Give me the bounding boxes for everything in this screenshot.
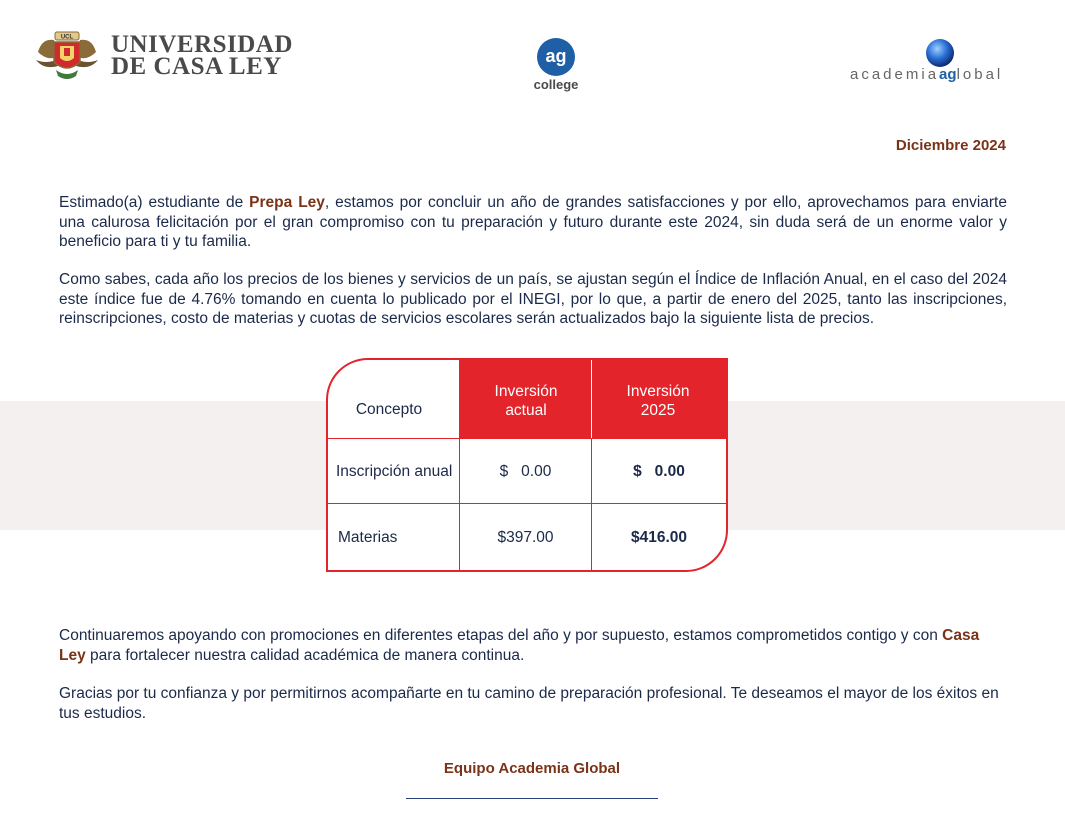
row-inscripcion-actual: $ 0.00: [499, 462, 552, 480]
row-materias-actual: $397.00: [497, 528, 554, 546]
letter-date: Diciembre 2024: [895, 137, 1006, 154]
promotions-text-start: Continuaremos apoyando con promociones en diferentes etapas del año y por supuesto, estamos comprometidos contigo y con: [59, 627, 943, 644]
header-concepto: Concepto: [355, 400, 423, 418]
ag-mark: ag: [537, 38, 575, 76]
university-name-line1: UNIVERSIDAD: [111, 31, 293, 58]
svg-text:UCL: UCL: [60, 34, 74, 41]
row-inscripcion-2025: $ 0.00: [633, 462, 685, 480]
wordmark-right: lobal: [956, 66, 1004, 83]
header-inversion-actual: Inversión actual: [494, 383, 558, 419]
header-inversion-2025: Inversión 2025: [626, 383, 690, 419]
paragraph-intro: [59, 193, 1007, 252]
paragraph-promotions: [59, 626, 1007, 665]
price-table-frame: [326, 358, 728, 572]
paragraph-inflation: Como sabes, cada año los precios de los bienes y servicios de un país, se ajustan según el Índice de Inflación Anual, en el caso del 2024 este índice fue de 4.76% tomando en cuenta lo publicado por el INEGI, por lo que, a partir de enero del 2025, tanto las inscripciones, reinscripciones, costo de materias y cuotas de servicios escolares serán actualizados bajo la siguiente lista de precios.: [59, 271, 1007, 327]
row-materias-2025: $416.00: [630, 528, 688, 546]
wordmark-ag: ag: [939, 66, 957, 83]
paragraph-thanks: Gracias por tu confianza y por permitirnos acompañarte en tu camino de preparación profesional. Te deseamos el mayor de los éxitos en tus estudios.: [59, 685, 999, 722]
row-materias-concepto: Materias: [338, 528, 398, 546]
ag-college-logo: [526, 38, 586, 96]
globe-icon: [925, 38, 955, 68]
university-seal-icon: [34, 26, 100, 84]
academia-global-wordmark: [850, 66, 1003, 83]
prepa-ley-highlight: Prepa Ley: [249, 194, 325, 211]
price-table: [326, 358, 728, 572]
promotions-text-end: para fortalecer nuestra calidad académica de manera continua.: [85, 646, 525, 664]
row-inscripcion-concepto: Inscripción anual: [336, 462, 453, 480]
college-text: college: [533, 77, 579, 92]
intro-text-start: Estimado(a) estudiante de: [59, 194, 250, 211]
university-logo: [34, 26, 304, 86]
signature: Equipo Academia Global: [443, 760, 621, 777]
intro-text-end: , estamos por concluir un año de grandes satisfacciones y por ello, aprovechamos para enviarte una calurosa felicitación por el gran compromiso con tu preparación y futuro durante este 2024, sin duda será de un enorme valor y beneficio para ti y tu familia.: [59, 194, 1007, 250]
academia-global-logo: [850, 38, 1010, 88]
header-divider: [591, 360, 592, 438]
wordmark-left: academia: [850, 66, 940, 83]
signature-line: [406, 798, 658, 799]
university-name-line2: DE CASA LEY: [111, 53, 282, 80]
university-name: [111, 31, 293, 80]
casa-ley-highlight: Casa Ley: [59, 627, 980, 664]
